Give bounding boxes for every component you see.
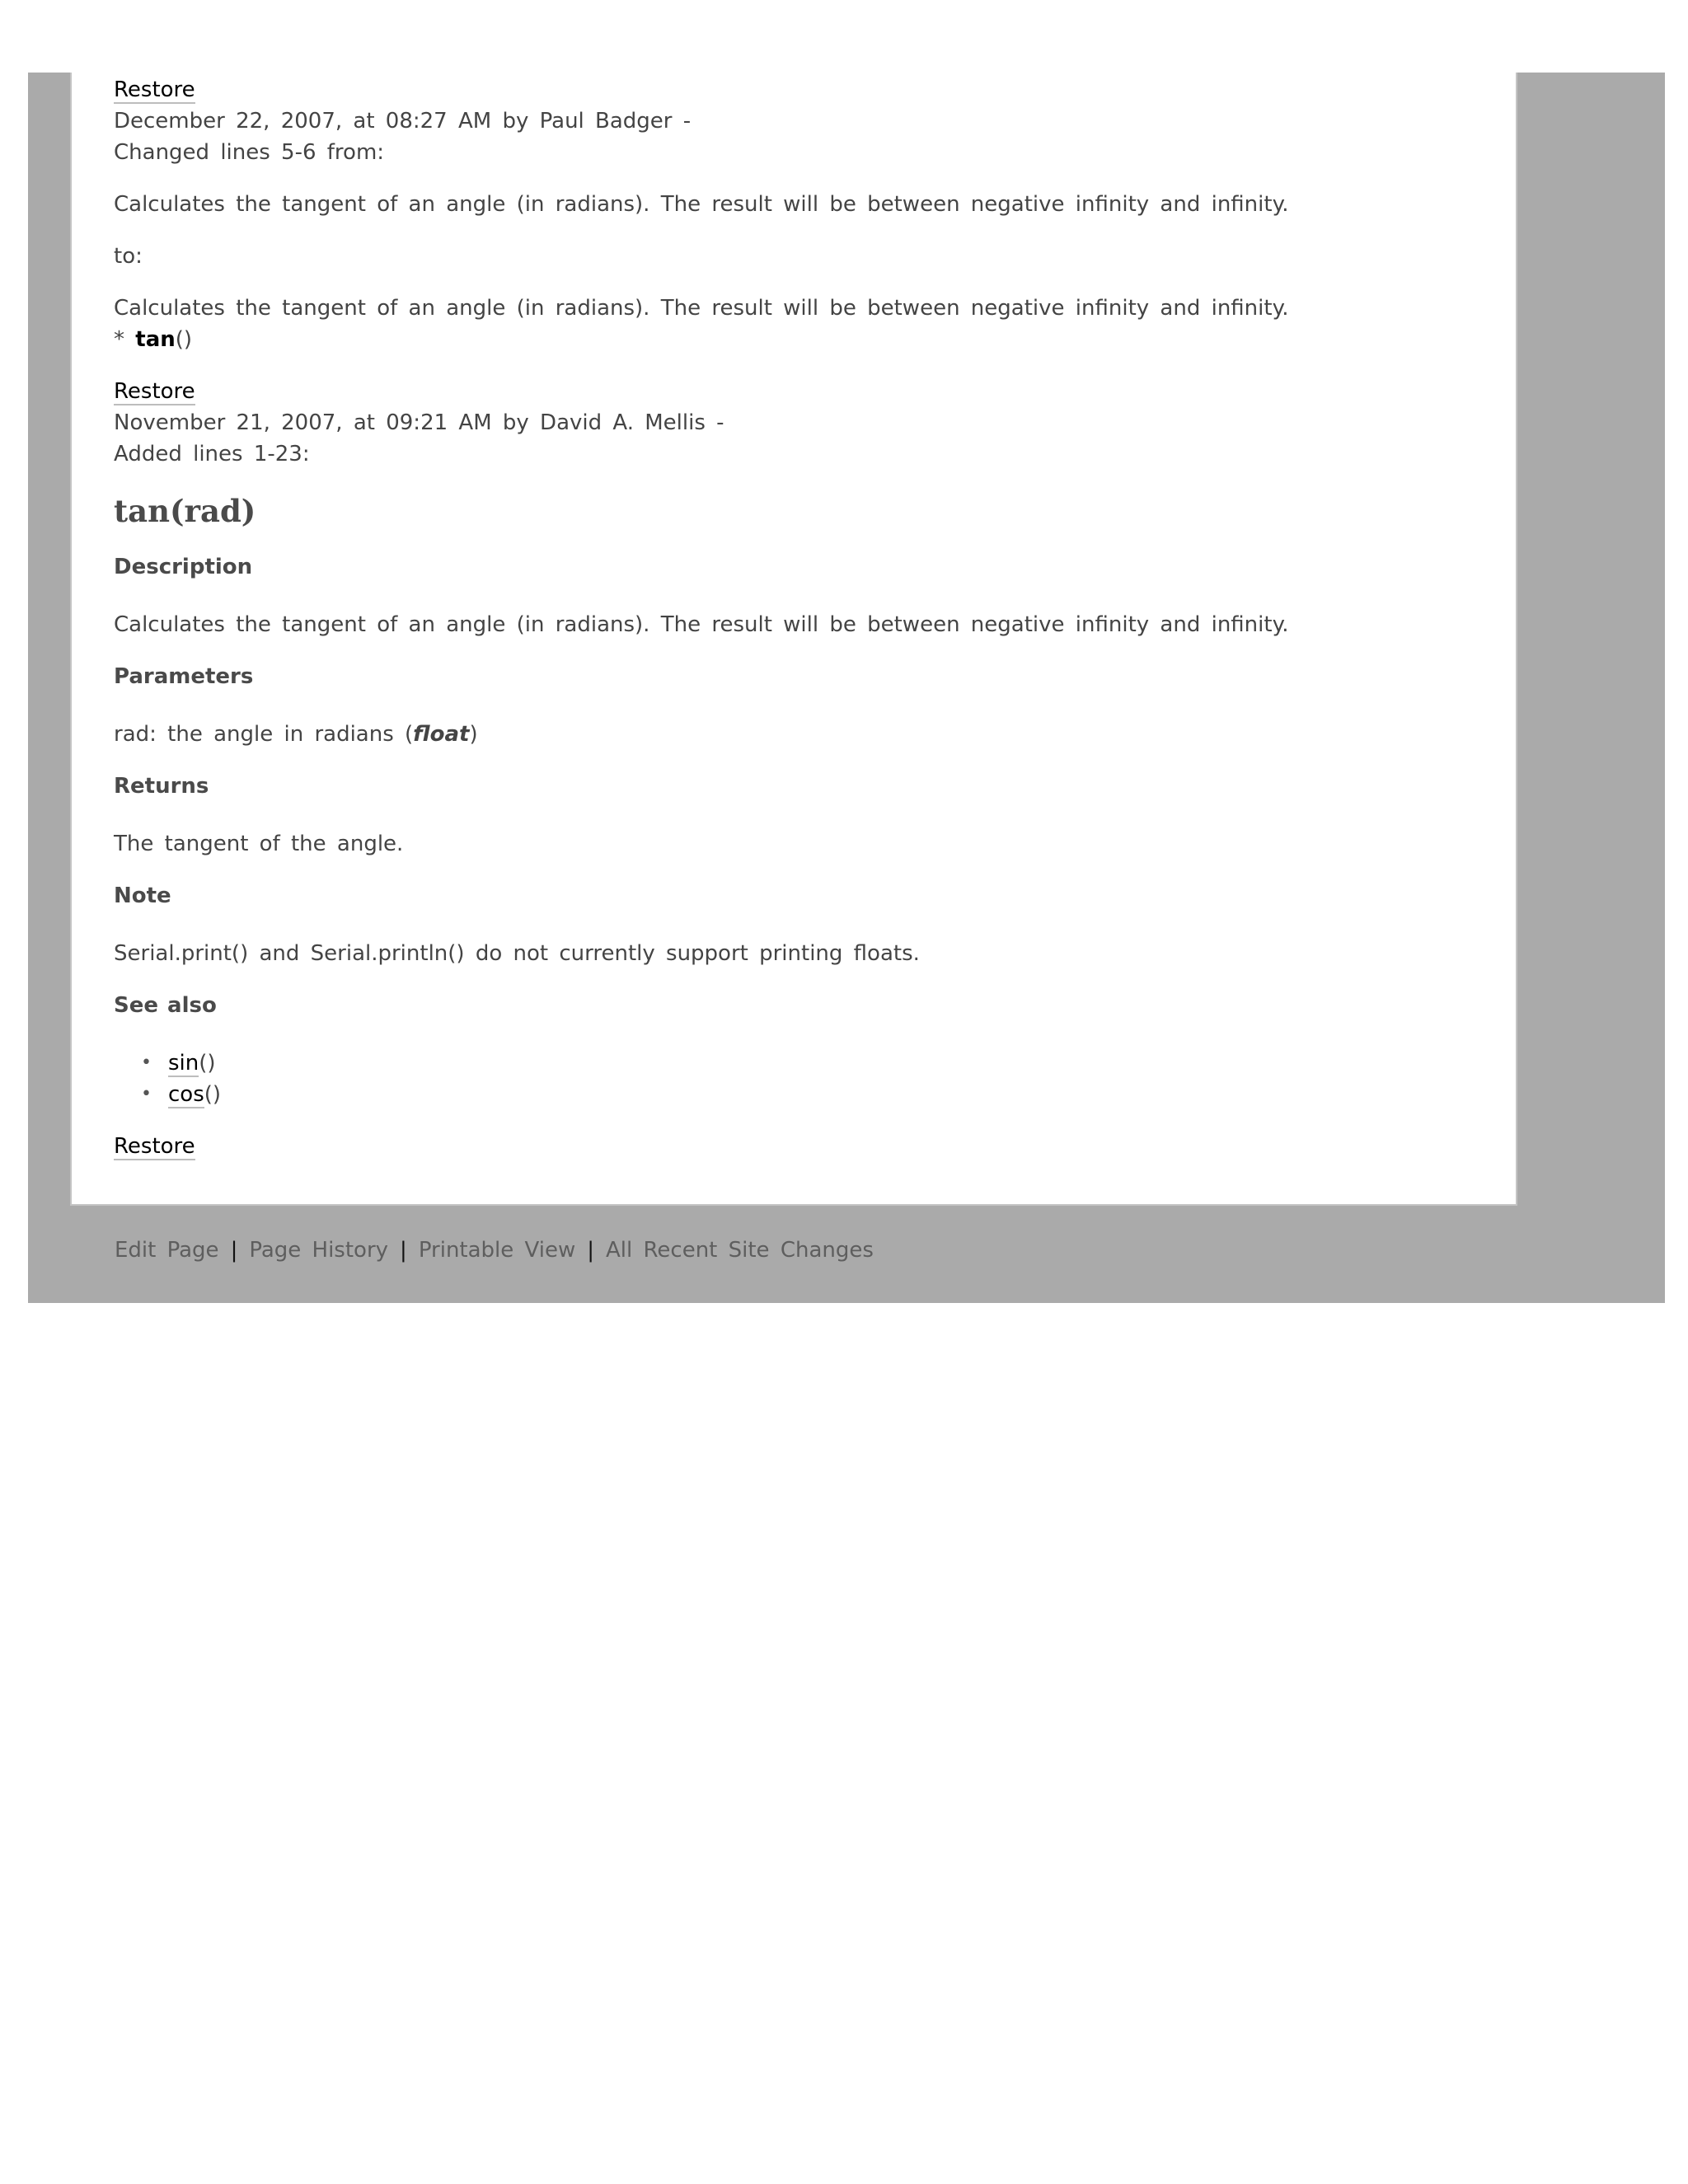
description-heading: Description: [114, 555, 253, 579]
footer-separator: |: [230, 1238, 238, 1263]
revision-history: [114, 73, 1465, 1162]
list-item: [141, 1079, 1465, 1110]
diff-to-text: [114, 293, 1465, 355]
diff-to-bullet-suffix: (): [175, 327, 193, 352]
footer-separator: |: [587, 1238, 595, 1263]
revision-meta: December 22, 2007, at 08:27 AM by Paul Badger -: [114, 109, 692, 134]
note-heading: Note: [114, 883, 171, 908]
footer-nav: [115, 1235, 874, 1266]
diff-from-text: Calculates the tangent of an angle (in radians). The result will be between negative infinity and infinity.: [114, 192, 1289, 217]
returns-heading: Returns: [114, 774, 209, 799]
revision-change-summary: Changed lines 5-6 from:: [114, 140, 385, 165]
returns-text: The tangent of the angle.: [114, 832, 404, 856]
bullet-icon: •: [141, 1052, 152, 1073]
see-also-heading: See also: [114, 993, 217, 1018]
printable-view-link[interactable]: Printable View: [418, 1238, 576, 1263]
see-also-list: [114, 1047, 1465, 1110]
param-suffix: ): [469, 722, 478, 747]
restore-link[interactable]: Restore: [114, 379, 195, 404]
link-suffix: (): [199, 1051, 216, 1076]
doc-title: tan(rad): [114, 493, 256, 529]
edit-page-link[interactable]: Edit Page: [115, 1238, 219, 1263]
content-panel: [70, 73, 1517, 1206]
list-item: [141, 1047, 1465, 1079]
cos-link[interactable]: cos: [168, 1082, 204, 1107]
param-prefix: rad: the angle in radians (: [114, 722, 414, 747]
final-restore: [114, 1131, 1465, 1162]
parameters-text: [114, 719, 1465, 750]
parameters-heading: Parameters: [114, 664, 254, 689]
restore-link[interactable]: Restore: [114, 77, 195, 102]
revision-change-summary: Added lines 1-23:: [114, 442, 310, 466]
page-history-link[interactable]: Page History: [249, 1238, 389, 1263]
bullet-icon: •: [141, 1084, 152, 1104]
note-text: Serial.print() and Serial.println() do not currently support printing floats.: [114, 941, 920, 966]
diff-to-text-line: Calculates the tangent of an angle (in radians). The result will be between negative infinity and infinity.: [114, 296, 1289, 321]
link-suffix: (): [204, 1082, 222, 1107]
revision-entry: [114, 376, 1465, 407]
description-text: Calculates the tangent of an angle (in radians). The result will be between negative infinity and infinity.: [114, 612, 1289, 637]
all-recent-site-changes-link[interactable]: All Recent Site Changes: [606, 1238, 874, 1263]
param-type: float: [413, 722, 470, 747]
page-frame: [28, 73, 1665, 1303]
diff-to-label: to:: [114, 244, 143, 269]
sin-link[interactable]: sin: [168, 1051, 199, 1076]
restore-link[interactable]: Restore: [114, 1134, 195, 1159]
tan-function-name: tan: [135, 327, 176, 352]
diff-to-bullet-prefix: *: [114, 327, 136, 352]
footer-separator: |: [400, 1238, 407, 1263]
revision-entry: [114, 74, 1465, 105]
revision-meta: November 21, 2007, at 09:21 AM by David A. Mellis -: [114, 410, 724, 435]
